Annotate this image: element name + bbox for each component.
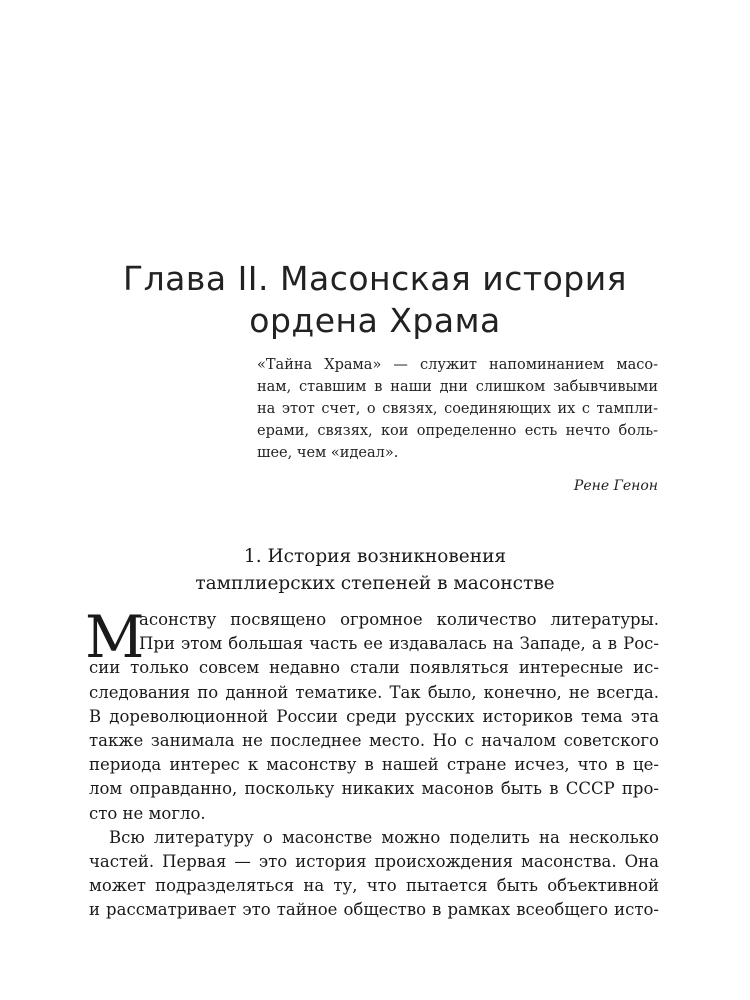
epigraph-line: ерами, связях, кои определенно есть нечто боль- — [257, 423, 658, 439]
body-line: частей. Первая — это история происхождения масонства. Она — [89, 851, 659, 871]
section-title — [80, 543, 670, 597]
body-line: следования по данной тематике. Так было, конечно, не всегда. — [89, 682, 659, 702]
epigraph-line: нам, ставшим в наши дни слишком забывчивыми — [257, 379, 658, 395]
epigraph-line: на этот счет, о связях, соединяющих их с тампли- — [257, 401, 658, 417]
paragraph-2 — [89, 826, 659, 923]
body-line: асонству посвящено огромное количество литературы. — [139, 610, 659, 629]
body-line: также занимала не последнее место. Но с началом советского — [89, 730, 659, 750]
body-line: В дореволюционной России среди русских историков тема эта — [89, 706, 659, 726]
section-title-line: 1. История возникновения — [243, 546, 507, 567]
epigraph-author: Рене Генон — [573, 478, 658, 494]
epigraph-line: шее, чем «идеал». — [257, 445, 399, 461]
body-line: может подразделяться на ту, что пытается быть объективной — [89, 876, 659, 896]
body-line: сто не могло. — [89, 803, 206, 823]
chapter-title — [60, 258, 690, 342]
paragraph-1 — [85, 603, 659, 826]
body-line: При этом большая часть ее издавалась на Западе, а в Рос- — [139, 634, 659, 654]
chapter-title-line: ордена Храма — [249, 301, 501, 340]
section-title-line: тамплиерских степеней в масонстве — [195, 573, 555, 594]
body-line: сии только совсем недавно стали появляться интересные ис- — [89, 658, 659, 678]
body-line: Всю литературу о масонстве можно поделить на несколько — [109, 827, 659, 847]
drop-cap: М — [85, 603, 145, 671]
body-line: и рассматривает это тайное общество в рамках всеобщего исто- — [89, 900, 659, 920]
epigraph — [257, 354, 658, 497]
body-line: лом оправданно, поскольку никаких масонов быть в СССР про- — [89, 779, 659, 799]
body-line: периода интерес к масонству в нашей стране исчез, что в це- — [89, 755, 659, 775]
epigraph-line: «Тайна Храма» — служит напоминанием масо- — [257, 357, 658, 373]
body-text — [85, 603, 659, 922]
chapter-title-line: Глава II. Масонская история — [122, 259, 628, 298]
